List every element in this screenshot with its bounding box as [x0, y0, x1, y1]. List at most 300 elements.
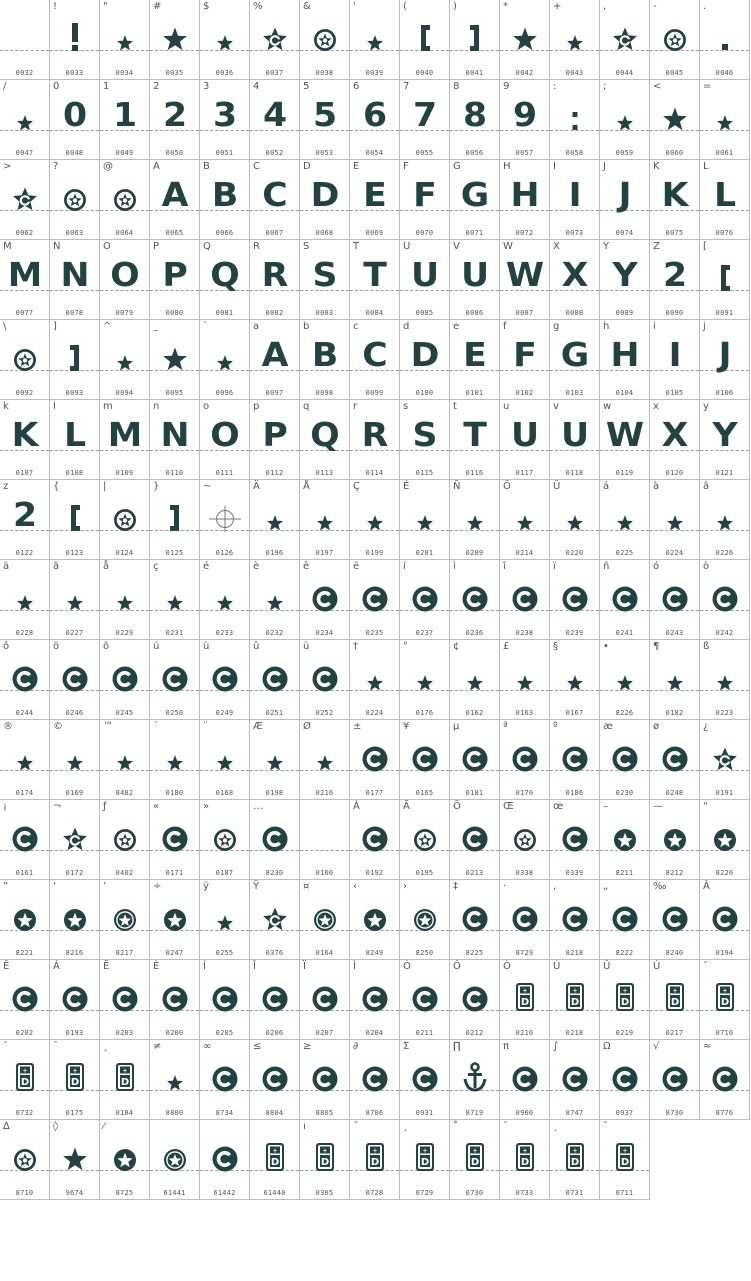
- character-code: 0118: [565, 469, 584, 477]
- glyph-cell: [250, 0, 300, 80]
- glyph-sample: X: [561, 255, 588, 294]
- glyph-cell: [200, 320, 250, 400]
- exclamation-glyph: [70, 22, 80, 52]
- small-star-icon: [616, 114, 634, 132]
- circle-c-icon: [462, 906, 488, 932]
- large-star-icon: [162, 346, 188, 372]
- character-label: ‰: [653, 881, 667, 892]
- character-label: *: [503, 1, 508, 12]
- glyph-cell: [400, 400, 450, 480]
- glyph-sample: B: [311, 335, 338, 374]
- glyph-cell: [550, 800, 600, 880]
- small-star-icon: [566, 34, 584, 52]
- glyph-cell: [600, 0, 650, 80]
- character-label: ï: [553, 561, 556, 572]
- glyph-sample: [450, 900, 499, 932]
- glyph-sample: [500, 740, 549, 772]
- glyph-cell: [450, 320, 500, 400]
- svg-text:+: +: [621, 1147, 628, 1155]
- glyph-cell: [150, 480, 200, 560]
- glyph-cell: [600, 960, 650, 1040]
- circle-c-icon: [562, 826, 588, 852]
- character-label: ‘: [53, 881, 57, 892]
- glyph-sample: T: [463, 415, 486, 454]
- circle-c-icon: [362, 826, 388, 852]
- glyph-cell: [200, 80, 250, 160]
- character-code: 0242: [715, 629, 734, 637]
- glyph-sample: [650, 580, 699, 612]
- badge-d-icon: [415, 1142, 435, 1172]
- glyph-sample: [150, 580, 199, 612]
- svg-text:+: +: [571, 987, 578, 995]
- character-label: æ: [603, 721, 613, 732]
- character-code: 0066: [215, 229, 234, 237]
- glyph-sample: [650, 500, 699, 532]
- character-code: 0109: [115, 469, 134, 477]
- glyph-cell: [150, 960, 200, 1040]
- glyph-cell: [150, 880, 200, 960]
- character-label: ˆ: [703, 961, 708, 972]
- svg-text:D: D: [520, 997, 529, 1008]
- glyph-cell: [0, 1120, 50, 1200]
- character-label: V: [453, 241, 460, 252]
- circle-c-icon: [162, 666, 188, 692]
- glyph-cell: [200, 1120, 250, 1200]
- character-label: l: [53, 401, 56, 412]
- character-label: 9: [503, 81, 510, 92]
- character-code: 0061: [715, 149, 734, 157]
- glyph-sample: P: [262, 415, 287, 454]
- small-star-icon: [66, 754, 84, 772]
- svg-text:+: +: [321, 1147, 328, 1155]
- character-label: “: [703, 801, 709, 812]
- character-label: z: [3, 481, 9, 492]
- glyph-row: [0, 320, 751, 400]
- glyph-sample: [100, 20, 149, 52]
- glyph-cell: [0, 240, 50, 320]
- svg-text:+: +: [721, 987, 728, 995]
- glyph-cell: [450, 0, 500, 80]
- character-code: 8218: [565, 949, 584, 957]
- glyph-cell: [300, 960, 350, 1040]
- character-code: 0069: [365, 229, 384, 237]
- circle-c-icon: [512, 746, 538, 772]
- character-code: 0113: [315, 469, 334, 477]
- character-label: ¯: [53, 1041, 58, 1052]
- character-code: 0255: [215, 949, 234, 957]
- character-label: q: [303, 401, 310, 412]
- character-label: µ: [453, 721, 460, 732]
- glyph-cell: [650, 640, 700, 720]
- glyph-sample: [400, 580, 449, 612]
- small-star-icon: [466, 514, 484, 532]
- glyph-sample: [350, 580, 399, 612]
- character-code: 0087: [515, 309, 534, 317]
- glyph-sample: [200, 580, 249, 612]
- glyph-sample: [50, 740, 99, 772]
- glyph-cell: [500, 640, 550, 720]
- character-label: I: [553, 161, 556, 172]
- svg-text:D: D: [120, 1077, 129, 1088]
- character-label: :: [553, 81, 557, 92]
- character-label: ÷: [153, 881, 162, 892]
- character-code: 0230: [615, 789, 634, 797]
- glyph-cell: [50, 880, 100, 960]
- glyph-sample: H: [610, 335, 639, 374]
- small-star-icon: [566, 514, 584, 532]
- glyph-cell: [300, 1040, 350, 1120]
- glyph-cell: [500, 880, 550, 960]
- glyph-sample: [50, 1140, 99, 1172]
- glyph-sample: [450, 500, 499, 532]
- glyph-cell: [450, 720, 500, 800]
- glyph-cell: [700, 0, 750, 80]
- svg-text:+: +: [571, 1147, 578, 1155]
- character-code: 0108: [65, 469, 84, 477]
- glyph-sample: [50, 820, 99, 852]
- glyph-cell: [400, 640, 450, 720]
- glyph-cell: [500, 400, 550, 480]
- character-label: 5: [303, 81, 310, 92]
- glyph-sample: [550, 820, 599, 852]
- glyph-sample: [700, 20, 749, 52]
- glyph-sample: [500, 820, 549, 852]
- glyph-sample: [0, 1060, 49, 1092]
- glyph-cell: [700, 800, 750, 880]
- character-label: ©: [53, 721, 63, 732]
- character-code: 0093: [65, 389, 84, 397]
- glyph-sample: [50, 20, 99, 52]
- character-label: [: [703, 241, 707, 252]
- glyph-sample: [300, 1060, 349, 1092]
- character-label: c: [353, 321, 359, 332]
- glyph-cell: [350, 720, 400, 800]
- glyph-sample: [100, 1140, 149, 1172]
- glyph-sample: [550, 740, 599, 772]
- small-star-icon: [416, 674, 434, 692]
- glyph-cell: [250, 1040, 300, 1120]
- glyph-sample: [0, 900, 49, 932]
- glyph-sample: [200, 500, 249, 532]
- character-label: s: [403, 401, 409, 412]
- glyph-sample: [150, 900, 199, 932]
- character-code: 0033: [65, 69, 84, 77]
- glyph-sample: [450, 1060, 499, 1092]
- glyph-sample: [100, 740, 149, 772]
- glyph-sample: D: [310, 175, 339, 214]
- character-code: 0191: [715, 789, 734, 797]
- circle-c-icon: [462, 986, 488, 1012]
- glyph-sample: [550, 660, 599, 692]
- glyph-cell: [350, 1120, 400, 1200]
- glyph-sample: [650, 820, 699, 852]
- glyph-sample: [300, 580, 349, 612]
- glyph-sample: O: [110, 255, 139, 294]
- character-code: 0219: [615, 1029, 634, 1037]
- character-code: 0100: [415, 389, 434, 397]
- character-code: 0305: [315, 1189, 334, 1197]
- glyph-sample: [700, 500, 749, 532]
- character-label: b: [303, 321, 310, 332]
- circle-c-icon: [312, 1066, 338, 1092]
- character-label: P: [153, 241, 160, 252]
- character-label: Ê: [3, 961, 10, 972]
- character-code: 8729: [515, 949, 534, 957]
- character-label: G: [453, 161, 461, 172]
- character-label: ]: [53, 321, 57, 332]
- character-label: ”: [3, 881, 9, 892]
- glyph-sample: [200, 900, 249, 932]
- circle-c-icon: [212, 986, 238, 1012]
- glyph-cell: [200, 1040, 250, 1120]
- character-code: 0172: [65, 869, 84, 877]
- character-label: ´: [153, 721, 158, 732]
- svg-text:+: +: [121, 1067, 128, 1075]
- svg-text:+: +: [521, 1147, 528, 1155]
- glyph-cell: [100, 960, 150, 1040]
- svg-text:+: +: [371, 1147, 378, 1155]
- character-label: ú: [153, 641, 160, 652]
- character-code: 0120: [665, 469, 684, 477]
- small-star-icon: [16, 754, 34, 772]
- glyph-sample: [350, 740, 399, 772]
- character-code: 0121: [715, 469, 734, 477]
- character-code: 0182: [665, 709, 684, 717]
- character-label: R: [253, 241, 260, 252]
- character-code: 0252: [315, 709, 334, 717]
- glyph-cell: [600, 720, 650, 800]
- glyph-sample: [600, 500, 649, 532]
- glyph-cell: [650, 160, 700, 240]
- anchor-icon: [462, 1062, 488, 1092]
- circle-c-icon: [112, 986, 138, 1012]
- small-star-icon: [66, 594, 84, 612]
- small-star-icon: [116, 34, 134, 52]
- character-label: ö: [53, 641, 60, 652]
- character-label: Å: [303, 481, 310, 492]
- character-label: -: [653, 1, 657, 12]
- glyph-sample: [350, 1140, 399, 1172]
- character-label: ^: [103, 321, 112, 332]
- character-code: 0056: [465, 149, 484, 157]
- glyph-cell: [100, 1040, 150, 1120]
- glyph-sample: [200, 1060, 249, 1092]
- glyph-sample: [150, 500, 199, 532]
- glyph-cell: [250, 320, 300, 400]
- character-label: S: [303, 241, 310, 252]
- svg-text:D: D: [620, 997, 629, 1008]
- character-label: d: [403, 321, 410, 332]
- character-label: ˜: [503, 1121, 508, 1132]
- small-star-icon: [266, 514, 284, 532]
- glyph-sample: [100, 900, 149, 932]
- glyph-sample: [0, 180, 49, 212]
- character-label: é: [203, 561, 210, 572]
- circle-star-ring-icon: [113, 908, 137, 932]
- small-star-icon: [516, 674, 534, 692]
- character-code: 0048: [65, 149, 84, 157]
- character-label: 3: [203, 81, 210, 92]
- character-label: a: [253, 321, 260, 332]
- character-code: 0047: [15, 149, 34, 157]
- svg-text:D: D: [320, 1157, 329, 1168]
- character-code: 0168: [215, 789, 234, 797]
- glyph-cell: [550, 320, 600, 400]
- svg-text:+: +: [271, 1147, 278, 1155]
- character-label: i: [653, 321, 656, 332]
- character-label: U: [403, 241, 411, 252]
- character-code: 0042: [515, 69, 534, 77]
- character-code: 0114: [365, 469, 384, 477]
- character-label: ù: [203, 641, 210, 652]
- character-code: 0209: [465, 549, 484, 557]
- glyph-sample: [500, 580, 549, 612]
- character-label: Ò: [503, 961, 511, 972]
- character-code: 0117: [515, 469, 534, 477]
- glyph-sample: [150, 660, 199, 692]
- character-code: 0937: [615, 1109, 634, 1117]
- character-label: ì: [453, 561, 456, 572]
- glyph-sample: [550, 500, 599, 532]
- character-label: Q: [203, 241, 211, 252]
- character-code: 0195: [415, 869, 434, 877]
- glyph-cell: [500, 960, 550, 1040]
- glyph-sample: [450, 660, 499, 692]
- glyph-cell: [450, 1040, 500, 1120]
- circle-c-icon: [362, 1066, 388, 1092]
- crosshair-icon: [208, 506, 242, 532]
- glyph-cell: [200, 560, 250, 640]
- glyph-cell: [50, 80, 100, 160]
- glyph-sample: L: [63, 415, 86, 454]
- glyph-cell: [300, 320, 350, 400]
- character-code: 0201: [415, 549, 434, 557]
- character-label: ¨: [203, 721, 208, 732]
- large-star-icon: [512, 26, 538, 52]
- glyph-cell: [450, 1120, 500, 1200]
- glyph-row: [0, 640, 751, 720]
- circle-c-icon: [12, 826, 38, 852]
- character-code: 0181: [465, 789, 484, 797]
- glyph-sample: [650, 660, 699, 692]
- character-code: 0931: [415, 1109, 434, 1117]
- character-label: Ì: [353, 961, 356, 972]
- glyph-cell: [600, 1040, 650, 1120]
- glyph-cell: [50, 960, 100, 1040]
- character-label: n: [153, 401, 160, 412]
- small-star-icon: [366, 514, 384, 532]
- glyph-cell: [650, 80, 700, 160]
- character-code: 0088: [565, 309, 584, 317]
- glyph-sample: [150, 1140, 199, 1172]
- character-label: ": [103, 1, 108, 12]
- glyph-sample: [650, 900, 699, 932]
- character-code: 0169: [65, 789, 84, 797]
- glyph-sample: [200, 740, 249, 772]
- character-code: 0102: [515, 389, 534, 397]
- character-code: 0193: [65, 1029, 84, 1037]
- glyph-sample: [300, 980, 349, 1012]
- character-label: }: [153, 481, 160, 492]
- character-code: 0728: [365, 1189, 384, 1197]
- star-with-c-icon: [62, 826, 88, 852]
- character-code: 0086: [465, 309, 484, 317]
- glyph-cell: [50, 320, 100, 400]
- glyph-sample: [400, 900, 449, 932]
- character-label: >: [3, 161, 12, 172]
- left-bracket-glyph: [418, 24, 432, 52]
- character-code: 0164: [315, 949, 334, 957]
- glyph-sample: W: [505, 255, 544, 294]
- glyph-cell: [250, 960, 300, 1040]
- glyph-cell: [650, 880, 700, 960]
- character-label: `: [203, 321, 208, 332]
- character-code: 0236: [465, 629, 484, 637]
- glyph-sample: [550, 1140, 599, 1172]
- character-label: ‡: [453, 881, 458, 892]
- glyph-sample: [300, 740, 349, 772]
- glyph-sample: [0, 580, 49, 612]
- glyph-cell: [0, 560, 50, 640]
- glyph-cell: [0, 800, 50, 880]
- glyph-sample: Q: [310, 415, 339, 454]
- character-code: 0245: [115, 709, 134, 717]
- character-code: 0125: [165, 549, 184, 557]
- character-code: 8805: [315, 1109, 334, 1117]
- glyph-sample: [0, 340, 49, 372]
- glyph-row: [0, 1120, 751, 1200]
- character-label: &: [303, 1, 311, 12]
- character-code: 0112: [265, 469, 284, 477]
- glyph-sample: [600, 1060, 649, 1092]
- circle-star-outline-icon: [63, 908, 87, 932]
- character-code: 8719: [465, 1109, 484, 1117]
- glyph-sample: M: [107, 415, 142, 454]
- glyph-cell: [400, 480, 450, 560]
- glyph-row: [0, 400, 751, 480]
- glyph-sample: H: [510, 175, 539, 214]
- glyph-sample: [200, 1140, 249, 1172]
- glyph-cell: [100, 640, 150, 720]
- character-code: 0205: [215, 1029, 234, 1037]
- glyph-cell: [400, 0, 450, 80]
- character-code: 8224: [365, 709, 384, 717]
- glyph-cell: [250, 640, 300, 720]
- glyph-cell: [700, 320, 750, 400]
- glyph-sample: [650, 980, 699, 1012]
- glyph-sample: [250, 900, 299, 932]
- glyph-sample: 2: [662, 255, 687, 294]
- glyph-cell: [200, 640, 250, 720]
- glyph-cell: [650, 960, 700, 1040]
- character-label: O: [103, 241, 111, 252]
- svg-text:D: D: [270, 1157, 279, 1168]
- small-star-icon: [216, 354, 234, 372]
- character-label: ß: [703, 641, 710, 652]
- character-label: œ: [553, 801, 564, 812]
- glyph-sample: [300, 900, 349, 932]
- glyph-sample: [0, 820, 49, 852]
- glyph-sample: U: [410, 255, 439, 294]
- character-code: 0115: [415, 469, 434, 477]
- character-label: Ï: [303, 961, 306, 972]
- glyph-cell: [300, 1120, 350, 1200]
- character-label: $: [203, 1, 210, 12]
- glyph-sample: [50, 1060, 99, 1092]
- glyph-sample: D: [410, 335, 439, 374]
- glyph-sample: 2: [12, 495, 37, 534]
- character-code: 0054: [365, 149, 384, 157]
